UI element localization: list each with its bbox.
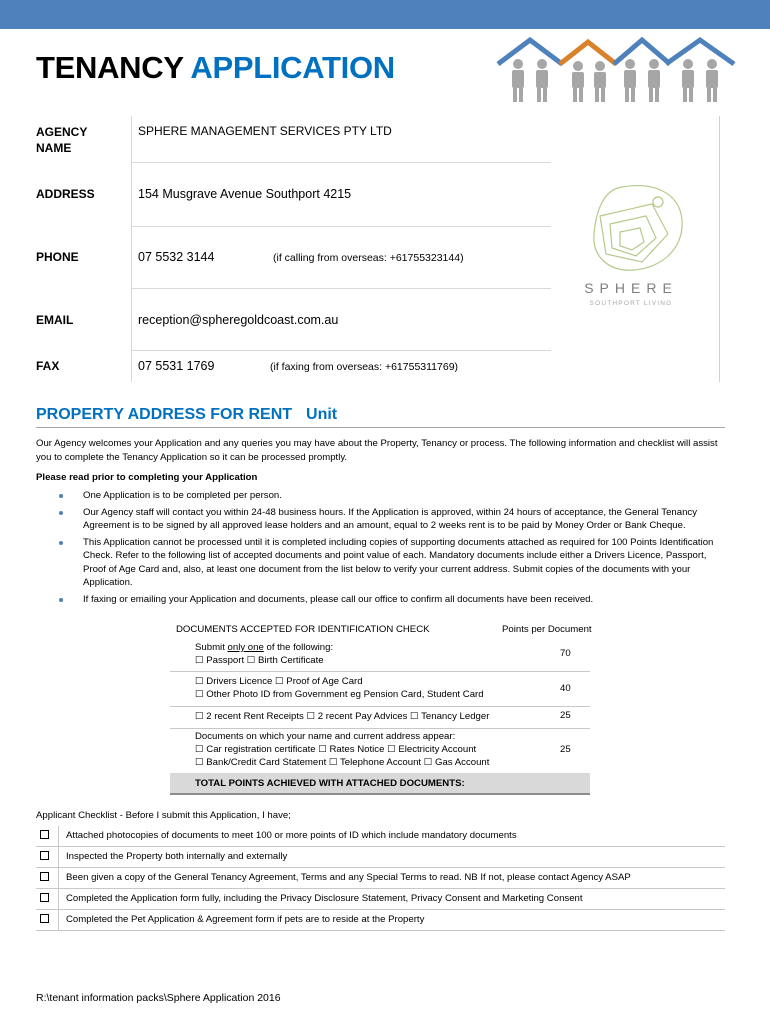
- checkbox[interactable]: [40, 914, 49, 923]
- id-row-line[interactable]: ☐ Bank/Credit Card Statement ☐ Telephone Account ☐ Gas Account: [195, 757, 490, 768]
- checklist-item: [36, 826, 725, 847]
- bullet-icon: [59, 494, 63, 498]
- address-label: ADDRESS: [36, 187, 95, 201]
- checklist-item-text: Completed the Application form fully, including the Privacy Disclosure Statement, Privacy Consent and Marketing Consent: [66, 893, 583, 904]
- checklist-title: Applicant Checklist - Before I submit this Application, I have;: [36, 810, 291, 821]
- agency-name-value: SPHERE MANAGEMENT SERVICES PTY LTD: [138, 124, 392, 138]
- property-heading-text: PROPERTY ADDRESS FOR RENT: [36, 406, 293, 423]
- instructions-list: [56, 489, 726, 609]
- houses-people-illustration: [490, 34, 740, 106]
- people-figures: [512, 59, 718, 102]
- logo-word: SPHERE: [584, 280, 678, 296]
- fax-label: FAX: [36, 359, 60, 373]
- total-points-label: TOTAL POINTS ACHIEVED WITH ATTACHED DOCUMENTS:: [195, 778, 465, 789]
- row-divider: [131, 288, 551, 289]
- id-row-points: 40: [560, 683, 571, 694]
- id-row-line[interactable]: ☐ 2 recent Rent Receipts ☐ 2 recent Pay Advices ☐ Tenancy Ledger: [195, 711, 490, 722]
- id-row-line: Documents on which your name and current address appear:: [195, 731, 456, 742]
- checklist-item: [36, 910, 725, 931]
- logo-tagline: SOUTHPORT LIVING: [589, 300, 673, 307]
- row-divider: [131, 162, 551, 163]
- list-item-text: If faxing or emailing your Application and documents, please call our office to confirm all documents have been received.: [83, 593, 594, 605]
- page-title: [36, 50, 395, 86]
- table-row: [170, 638, 590, 672]
- id-row-line[interactable]: ☐ Car registration certificate ☐ Rates Notice ☐ Electricity Account: [195, 744, 477, 755]
- phone-label: PHONE: [36, 250, 79, 264]
- checklist-item: [36, 847, 725, 868]
- id-row-line[interactable]: ☐ Passport ☐ Birth Certificate: [195, 655, 324, 666]
- checklist-item: [36, 868, 725, 889]
- bullet-icon: [59, 598, 63, 602]
- fax-note: (if faxing from overseas: +61755311769): [270, 361, 459, 373]
- title-word-application: APPLICATION: [190, 50, 395, 85]
- id-docs-column-header: DOCUMENTS ACCEPTED FOR IDENTIFICATION CHECK: [176, 624, 430, 635]
- table-divider: [131, 116, 132, 382]
- checkbox[interactable]: [40, 872, 49, 881]
- property-heading: [36, 406, 337, 424]
- row-divider: [131, 226, 551, 227]
- checkbox[interactable]: [40, 851, 49, 860]
- id-row-points: 25: [560, 744, 571, 755]
- unit-label: Unit: [306, 406, 338, 423]
- list-item: [56, 506, 726, 533]
- checklist-item-text: Attached photocopies of documents to meet 100 or more points of ID which include mandatory documents: [66, 830, 517, 841]
- list-item-text: This Application cannot be processed until it is completed including copies of supporting documents attached as required for 100 Points Identification Check. Refer to the following list of accepted documents and point value of each. Mandatory documents include either a Drivers Licence, Passport, Proof of Age Card and, also, at least one document from the list below to verify your current address. Submit copies of the documents with your Application.: [83, 536, 714, 588]
- footer-file-path: R:\tenant information packs\Sphere Application 2016: [36, 992, 281, 1004]
- list-item-text: Our Agency staff will contact you within 24-48 business hours. If the Application is approved, within 24 hours of acceptance, the General Tenancy Agreement is to be signed by all approved lease holders and an amount, equal to 2 weeks rent is to be paid by Money Order or Bank Cheque.: [83, 506, 698, 531]
- please-read-heading: Please read prior to completing your Application: [36, 472, 258, 483]
- id-points-column-header: Points per Document: [502, 624, 592, 635]
- phone-note: (if calling from overseas: +61755323144): [273, 252, 464, 264]
- list-item: [56, 593, 726, 607]
- row-divider: [131, 350, 551, 351]
- checklist-item: [36, 889, 725, 910]
- email-value[interactable]: reception@spheregoldcoast.com.au: [138, 313, 339, 327]
- table-row: [170, 707, 590, 729]
- phone-value: 07 5532 3144: [138, 250, 215, 264]
- property-address-line[interactable]: [36, 427, 725, 428]
- bullet-icon: [59, 541, 63, 545]
- list-item: [56, 489, 726, 503]
- checkbox[interactable]: [40, 830, 49, 839]
- email-label: EMAIL: [36, 313, 74, 327]
- sphere-logo: [556, 176, 706, 308]
- checklist-item-text: Been given a copy of the General Tenancy Agreement, Terms and any Special Terms to read. NB If not, please contact Agency ASAP: [66, 872, 631, 883]
- title-word-tenancy: TENANCY: [36, 50, 184, 85]
- bullet-icon: [59, 511, 63, 515]
- fax-value: 07 5531 1769: [138, 359, 215, 373]
- total-points-row: [170, 773, 590, 795]
- id-row-points: 25: [560, 710, 571, 721]
- id-row-points: 70: [560, 648, 571, 659]
- house-roof-1: [498, 40, 734, 64]
- intro-paragraph: Our Agency welcomes your Application and any queries you may have about the Property, Tenancy or process. The following information and checklist will assist you to complete the Tenancy Application so it can be processed promptly.: [36, 438, 718, 463]
- list-item-text: One Application is to be completed per person.: [83, 490, 282, 501]
- checklist-item-text: Completed the Pet Application & Agreement form if pets are to reside at the Property: [66, 914, 425, 925]
- id-row-line[interactable]: ☐ Drivers Licence ☐ Proof of Age Card: [195, 676, 363, 687]
- table-row: [170, 672, 590, 707]
- list-item: [56, 536, 726, 590]
- agency-name-label: AGENCY NAME: [36, 125, 88, 155]
- table-row: [170, 729, 590, 773]
- id-row-line[interactable]: ☐ Other Photo ID from Government eg Pension Card, Student Card: [195, 689, 484, 700]
- top-color-bar: [0, 0, 770, 29]
- checklist-item-text: Inspected the Property both internally and externally: [66, 851, 288, 862]
- id-row-line: Submit only one of the following:: [195, 642, 334, 653]
- checkbox[interactable]: [40, 893, 49, 902]
- address-value: 154 Musgrave Avenue Southport 4215: [138, 187, 352, 201]
